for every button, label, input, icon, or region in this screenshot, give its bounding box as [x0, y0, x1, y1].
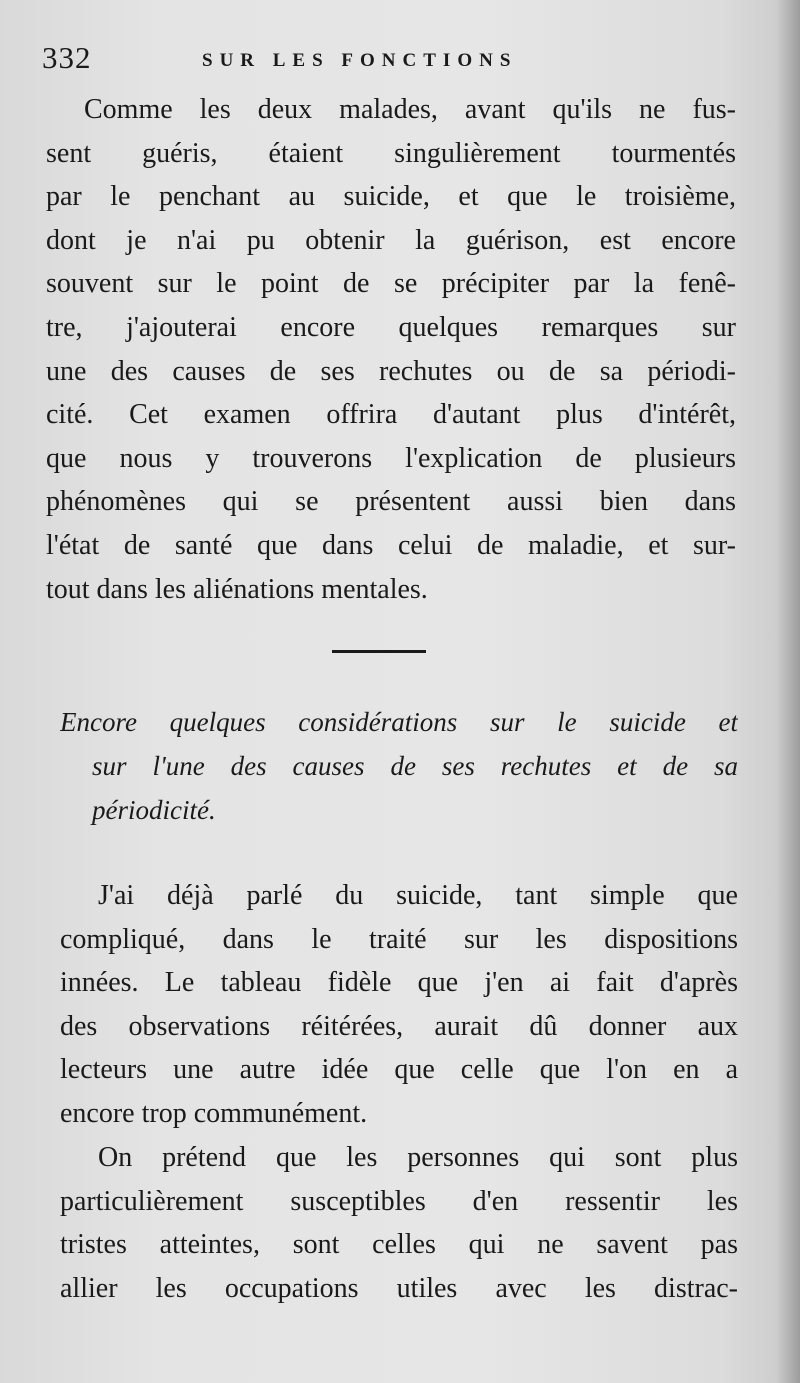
text-line: encore trop communément.	[60, 1097, 368, 1129]
text-line: des observations réitérées, aurait dû donner aux	[60, 1010, 738, 1042]
page-gutter-shadow	[776, 0, 800, 1383]
text-line: dont je n'ai pu obtenir la guérison, est encore	[46, 224, 736, 256]
text-line: particulièrement susceptibles d'en ressentir les	[60, 1185, 738, 1217]
text-line: compliqué, dans le traité sur les dispositions	[60, 923, 738, 955]
text-line: tre, j'ajouterai encore quelques remarques sur	[46, 311, 736, 343]
text-line: phénomènes qui se présentent aussi bien dans	[46, 486, 736, 518]
section-heading	[60, 700, 738, 832]
text-line: que nous y trouverons l'explication de plusieurs	[46, 442, 736, 474]
text-line: l'état de santé que dans celui de maladie, et sur-	[46, 529, 736, 561]
paragraph-1	[46, 88, 736, 611]
text-line: souvent sur le point de se précipiter par la fenê-	[46, 268, 736, 300]
page-number: 332	[42, 40, 92, 75]
page-header	[42, 40, 742, 80]
paragraph-3	[60, 1136, 738, 1310]
text-line: J'ai déjà parlé du suicide, tant simple que	[98, 880, 738, 911]
heading-line: Encore quelques considérations sur le suicide et	[60, 707, 738, 737]
text-line: tout dans les aliénations mentales.	[46, 573, 428, 605]
text-line: allier les occupations utiles avec les distrac-	[60, 1272, 738, 1304]
section-divider-rule	[332, 650, 426, 653]
text-line: cité. Cet examen offrira d'autant plus d'intérêt,	[46, 399, 736, 431]
text-line: par le penchant au suicide, et que le troisième,	[46, 181, 736, 213]
text-line: sent guéris, étaient singulièrement tourmentés	[46, 137, 736, 169]
running-head: SUR LES FONCTIONS	[202, 50, 518, 71]
text-line: Comme les deux malades, avant qu'ils ne fus-	[84, 94, 736, 125]
text-line: lecteurs une autre idée que celle que l'on en a	[60, 1054, 738, 1086]
text-line: une des causes de ses rechutes ou de sa périodi-	[46, 355, 736, 387]
paragraph-2	[60, 874, 738, 1136]
text-line: On prétend que les personnes qui sont plus	[98, 1142, 738, 1173]
heading-line: périodicité.	[92, 795, 216, 825]
heading-line: sur l'une des causes de ses rechutes et de sa	[92, 751, 738, 781]
text-line: innées. Le tableau fidèle que j'en ai fait d'après	[60, 967, 738, 999]
text-line: tristes atteintes, sont celles qui ne savent pas	[60, 1229, 738, 1261]
